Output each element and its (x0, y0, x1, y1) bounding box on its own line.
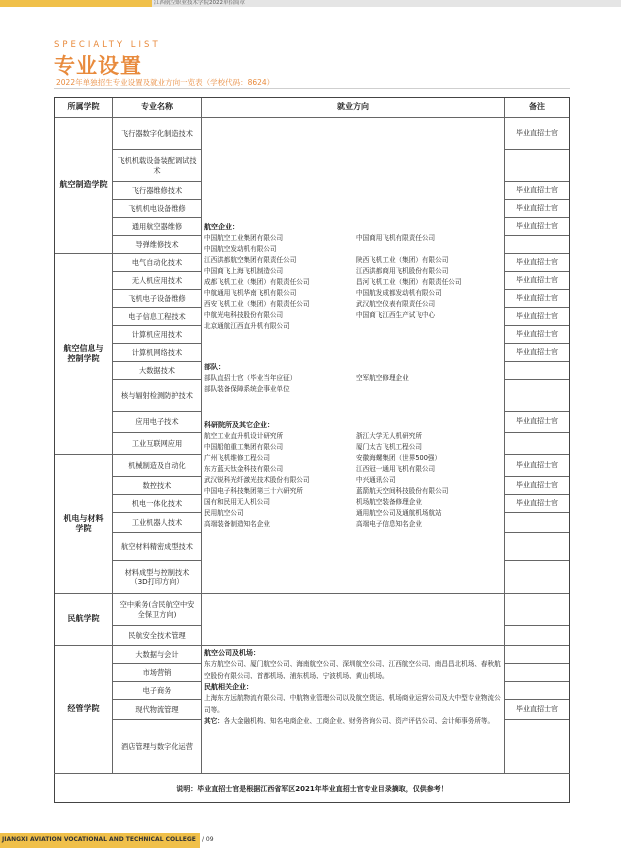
remark-cell-empty (505, 236, 569, 254)
company-name: 部队直招士官（毕业当年应征） (204, 374, 297, 382)
company-name: 高端电子信息知名企业 (356, 520, 422, 528)
career-heading: 部队： (204, 363, 225, 371)
footer-college-name: JIANGXI AVIATION VOCATIONAL AND TECHNICAL COLLEGE (2, 836, 196, 843)
major-cell: 电气自动化技术 (113, 254, 202, 272)
company-name: 昌河飞机工业（集团）有限责任公司 (356, 278, 462, 286)
career-heading: 科研院所及其它企业： (204, 421, 274, 429)
company-name: 东方蓝天钛金科技有限公司 (204, 465, 284, 473)
company-name: 武汉航空仪表有限责任公司 (356, 300, 436, 308)
remark-cell-empty (505, 362, 569, 380)
major-cell: 大数据与会计 (113, 646, 202, 664)
remark-cell: 毕业直招士官 (505, 272, 569, 290)
company-name: 安徽海螺集团（世界500强） (356, 454, 442, 462)
career-paragraph-other (204, 716, 502, 728)
major-cell: 数控技术 (113, 477, 202, 495)
company-name: 武汉锐科光纤激光技术股份有限公司 (204, 476, 310, 484)
company-name: 国有和民用无人机公司 (204, 498, 270, 506)
company-name: 中国航空工业集团有限公司 (204, 234, 284, 242)
major-cell: 飞机机电设备维修 (113, 200, 202, 218)
company-name: 陕西飞机工业（集团）有限公司 (356, 256, 449, 264)
company-name: 蓝箭航天空间科技股份有限公司 (356, 487, 449, 495)
specialty-table (54, 97, 570, 803)
major-cell: 飞机机载设备装配调试技术 (113, 150, 202, 182)
remark-cell: 毕业直招士官 (505, 477, 569, 495)
top-caption: 江西航空职业技术学院2022单招简章 (154, 0, 245, 6)
major-cell: 空中乘务(含民航空中安全保卫方向) (113, 594, 202, 626)
header-major: 专业名称 (113, 98, 202, 118)
company-name: 浙江大学无人机研究所 (356, 432, 422, 440)
remark-cell: 毕业直招士官 (505, 218, 569, 236)
career-paragraph: 东方航空公司、厦门航空公司、海南航空公司、深圳航空公司、江西航空公司、南昌昌北机场、春秋航空股份有限公司、首都机场、浦东机场、宁波机场、黄山机场。 (204, 660, 501, 680)
major-cell: 民航安全技术管理 (113, 626, 202, 646)
remark-cell: 毕业直招士官 (505, 455, 569, 477)
company-name: 空军航空修理企业 (356, 374, 409, 382)
major-cell: 电子信息工程技术 (113, 308, 202, 326)
major-cell: 材料成型与控制技术（3D打印方向） (113, 561, 202, 594)
remark-cell: 毕业直招士官 (505, 412, 569, 433)
major-cell: 大数据技术 (113, 362, 202, 380)
remark-cell: 毕业直招士官 (505, 495, 569, 513)
company-name: 西安飞机工业（集团）有限责任公司 (204, 300, 310, 308)
major-cell: 通用航空器维修 (113, 218, 202, 236)
major-cell: 飞行器数字化制造技术 (113, 118, 202, 150)
major-cell: 现代物流管理 (113, 700, 202, 720)
remark-cell: 毕业直招士官 (505, 254, 569, 272)
career-military (204, 362, 504, 395)
remark-cell-empty (505, 513, 569, 533)
remark-cell: 毕业直招士官 (505, 200, 569, 218)
company-name: 中国航发成都发动机有限公司 (356, 289, 442, 297)
major-cell: 酒店管理与数字化运营 (113, 720, 202, 774)
major-cell: 工业机器人技术 (113, 513, 202, 533)
career-heading: 航空公司及机场： (204, 649, 260, 657)
major-cell: 计算机网络技术 (113, 344, 202, 362)
school-management: 经管学院 (55, 646, 113, 774)
page-subtitle: 2022年单独招生专业设置及就业方向一览表（学校代码：8624） (56, 78, 275, 87)
remark-cell: 毕业直招士官 (505, 344, 569, 362)
remark-cell-empty (505, 626, 569, 646)
table-note: 说明：毕业直招士官是根据江西省军区2021年毕业直招士官专业目录摘取，仅供参考！ (54, 773, 570, 803)
company-name: 成都飞机工业（集团）有限责任公司 (204, 278, 310, 286)
career-paragraph: 上海东方远航物流有限公司、中航物业管理公司以及航空货运、机场商业运营公司及大中型专业物流公司等。 (204, 694, 501, 714)
major-cell: 应用电子技术 (113, 412, 202, 433)
major-cell: 无人机应用技术 (113, 272, 202, 290)
remark-cell-empty (505, 682, 569, 700)
company-name: 中国船舶重工集团有限公司 (204, 443, 284, 451)
company-name: 江西洪都商用飞机股份有限公司 (356, 267, 449, 275)
school-civil-aviation: 民航学院 (55, 594, 113, 646)
remark-cell-empty (505, 664, 569, 682)
divider (54, 88, 570, 89)
career-heading: 其它： (204, 717, 224, 725)
career-aviation (204, 222, 504, 332)
header-remark: 备注 (505, 98, 569, 118)
career-cell-civil (202, 594, 505, 646)
company-name: 航空工业直升机设计研究所 (204, 432, 284, 440)
remark-cell-empty (505, 150, 569, 182)
major-cell: 核与辐射检测防护技术 (113, 380, 202, 412)
career-text: 各大金融机构、知名电商企业、工商企业、财务咨询公司、资产评估公司、会计师事务所等。 (223, 717, 495, 725)
company-name: 中国电子科技集团第三十六研究所 (204, 487, 303, 495)
school-aviation-info: 航空信息与控制学院 (55, 254, 113, 455)
remark-cell: 毕业直招士官 (505, 700, 569, 720)
school-aviation-manufacturing: 航空制造学院 (55, 118, 113, 254)
company-name: 部队装备保障系统企事业单位 (204, 385, 290, 393)
company-name: 中国商飞江西生产试飞中心 (356, 311, 436, 319)
page-title: 专业设置 (54, 54, 142, 78)
company-name: 中航通用飞机华南飞机有限公司 (204, 289, 297, 297)
header-en-title: SPECIALTY LIST (54, 40, 161, 50)
company-name: 中国商飞上海飞机制造公司 (204, 267, 284, 275)
major-cell: 工业互联网应用 (113, 433, 202, 455)
major-cell: 电子商务 (113, 682, 202, 700)
company-name: 机场航空装备修理企业 (356, 498, 422, 506)
company-name: 通用航空公司及通航机场航站 (356, 509, 442, 517)
career-management (204, 648, 502, 728)
major-cell: 机电一体化技术 (113, 495, 202, 513)
header-career: 就业方向 (202, 98, 505, 118)
major-cell: 机械制造及自动化 (113, 455, 202, 477)
company-name: 江西洪都航空集团有限责任公司 (204, 256, 297, 264)
company-name: 北京通航江西直升机有限公司 (204, 322, 290, 330)
company-name: 中兴通讯公司 (356, 476, 396, 484)
career-heading: 航空企业： (204, 223, 239, 231)
remark-cell: 毕业直招士官 (505, 118, 569, 150)
remark-cell-empty (505, 380, 569, 412)
company-name: 中国航空发动机有限公司 (204, 245, 277, 253)
company-name: 民用航空公司 (204, 509, 244, 517)
remark-cell: 毕业直招士官 (505, 326, 569, 344)
remark-cell-empty (505, 720, 569, 774)
major-cell: 飞机电子设备维修 (113, 290, 202, 308)
remark-cell: 毕业直招士官 (505, 290, 569, 308)
remark-cell-empty (505, 533, 569, 561)
school-mechatronics: 机电与材料学院 (55, 455, 113, 594)
footer (0, 833, 621, 848)
major-cell: 导弹维修技术 (113, 236, 202, 254)
remark-cell-empty (505, 433, 569, 455)
major-cell: 市场营销 (113, 664, 202, 682)
remark-cell: 毕业直招士官 (505, 182, 569, 200)
career-research (204, 420, 504, 530)
remark-cell-empty (505, 646, 569, 664)
company-name: 厦门太古飞机工程公司 (356, 443, 422, 451)
company-name: 中国商用飞机有限责任公司 (356, 234, 436, 242)
header-school: 所属学院 (55, 98, 113, 118)
remark-cell-empty (505, 561, 569, 594)
company-name: 江西冠一通用飞机有限公司 (356, 465, 436, 473)
major-cell: 飞行器维修技术 (113, 182, 202, 200)
major-cell: 计算机应用技术 (113, 326, 202, 344)
remark-cell: 毕业直招士官 (505, 308, 569, 326)
company-name: 广州飞机维修工程公司 (204, 454, 270, 462)
top-banner-accent (0, 0, 152, 7)
career-heading: 民航相关企业： (204, 683, 253, 691)
page-number: / 09 (202, 836, 214, 843)
company-name: 高端装备制造知名企业 (204, 520, 270, 528)
remark-cell-empty (505, 594, 569, 626)
company-name: 中航光电科技股份有限公司 (204, 311, 284, 319)
major-cell: 航空材料精密成型技术 (113, 533, 202, 561)
